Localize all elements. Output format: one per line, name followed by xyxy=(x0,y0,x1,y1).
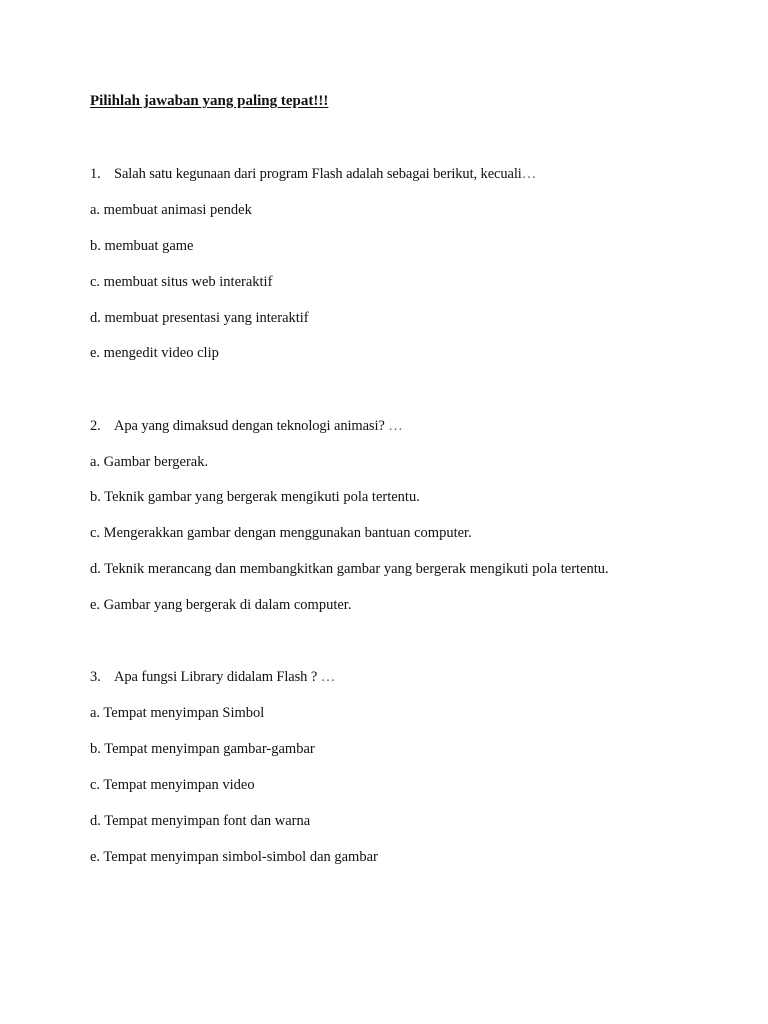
question-ellipsis: … xyxy=(521,166,537,182)
option-3e: e. Tempat menyimpan simbol-simbol dan gambar xyxy=(90,849,378,865)
question-number: 3. xyxy=(90,669,101,685)
question-number: 2. xyxy=(90,418,101,434)
option-1e: e. mengedit video clip xyxy=(90,345,219,361)
question-ellipsis: … xyxy=(320,669,336,685)
question-text: Salah satu kegunaan dari program Flash adalah sebagai berikut, kecuali xyxy=(114,166,522,182)
option-3c: c. Tempat menyimpan video xyxy=(90,777,255,793)
question-1 xyxy=(90,166,536,183)
question-text: Apa yang dimaksud dengan teknologi animasi? xyxy=(114,418,389,434)
question-ellipsis: … xyxy=(388,418,403,434)
question-text: Apa fungsi Library didalam Flash ? xyxy=(114,669,321,685)
option-2c: c. Mengerakkan gambar dengan menggunakan bantuan computer. xyxy=(90,525,472,541)
option-2e: e. Gambar yang bergerak di dalam computer. xyxy=(90,597,352,613)
option-1c: c. membuat situs web interaktif xyxy=(90,274,273,290)
page-title: Pilihlah jawaban yang paling tepat!!! xyxy=(90,93,329,109)
option-1a: a. membuat animasi pendek xyxy=(90,202,252,218)
option-1d: d. membuat presentasi yang interaktif xyxy=(90,310,309,326)
option-3d: d. Tempat menyimpan font dan warna xyxy=(90,813,311,829)
option-2d: d. Teknik merancang dan membangkitkan gambar yang bergerak mengikuti pola tertentu. xyxy=(90,561,609,577)
option-1b: b. membuat game xyxy=(90,238,194,254)
option-3a: a. Tempat menyimpan Simbol xyxy=(90,705,265,721)
question-number: 1. xyxy=(90,166,101,182)
option-2b: b. Teknik gambar yang bergerak mengikuti pola tertentu. xyxy=(90,489,420,505)
option-3b: b. Tempat menyimpan gambar-gambar xyxy=(90,741,315,757)
option-2a: a. Gambar bergerak. xyxy=(90,454,209,470)
question-3 xyxy=(90,669,335,686)
question-2 xyxy=(90,418,403,435)
